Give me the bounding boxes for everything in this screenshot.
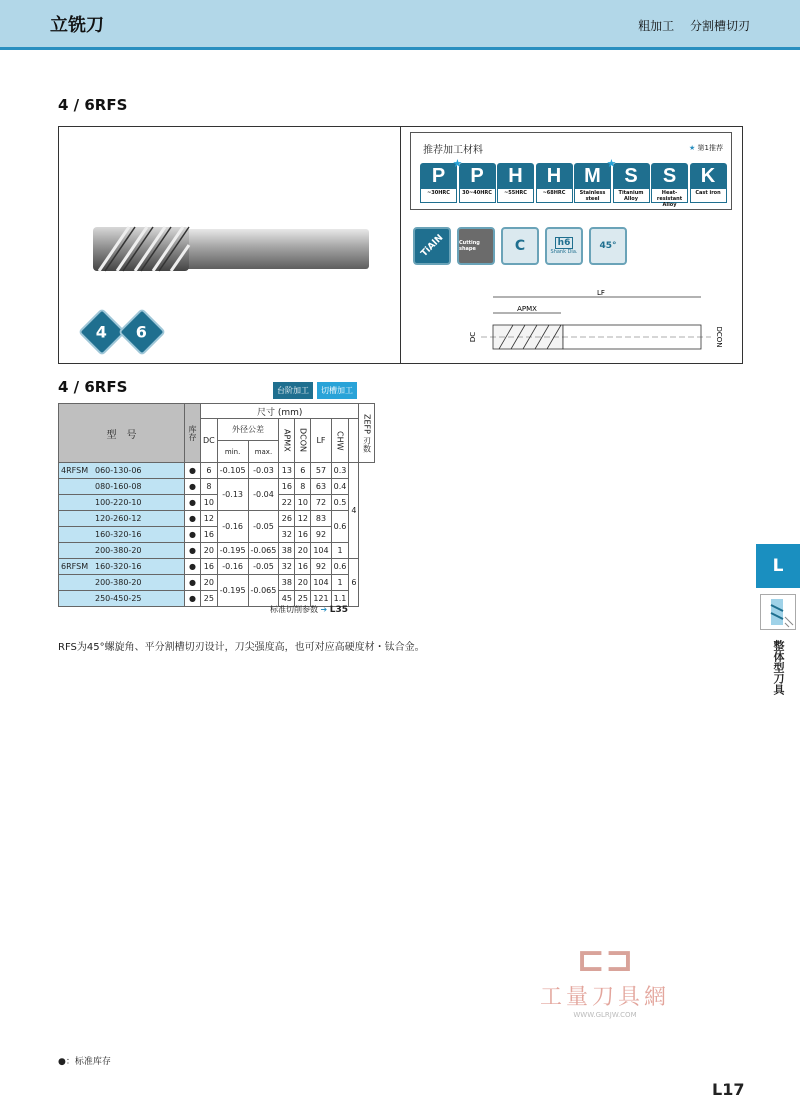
dc-cell: 12 bbox=[201, 511, 218, 527]
size-header: 尺寸 (mm) bbox=[201, 404, 359, 419]
table-row bbox=[59, 479, 375, 495]
star-icon: ★ bbox=[689, 144, 696, 152]
recommend-legend bbox=[689, 143, 723, 153]
lf-cell: 83 bbox=[311, 511, 331, 527]
tol-max-cell: -0.05 bbox=[248, 559, 279, 575]
zefp-cell: 4 bbox=[349, 463, 359, 559]
section-title: 4 / 6RFS bbox=[58, 96, 128, 114]
material-sub: Stainless steel bbox=[574, 189, 611, 203]
tolerance-header: 外径公差 bbox=[217, 419, 279, 441]
model-cell bbox=[59, 591, 185, 607]
lf-header: LF bbox=[311, 419, 331, 463]
table-row bbox=[59, 559, 375, 575]
lf-cell: 92 bbox=[311, 559, 331, 575]
lf-label: LF bbox=[597, 289, 605, 297]
dc-cell: 16 bbox=[201, 527, 218, 543]
arrow-icon: ➔ bbox=[320, 605, 328, 614]
header-categories bbox=[626, 17, 750, 34]
cutting-shape-icon bbox=[457, 227, 495, 265]
material-sub: Cast iron bbox=[690, 189, 727, 203]
stock-cell: ● bbox=[185, 559, 201, 575]
model-header: 型 号 bbox=[59, 404, 185, 463]
apmx-cell: 16 bbox=[279, 479, 295, 495]
tol-min-cell: -0.105 bbox=[217, 463, 248, 479]
description: RFS为45°螺旋角、平分割槽切刃设计，刀尖强度高，也可对应高硬度材・钛合金。 bbox=[58, 642, 425, 653]
material-sub: ~68HRC bbox=[536, 189, 573, 203]
material-item bbox=[420, 163, 457, 203]
model-code: 080-160-08 bbox=[95, 482, 142, 491]
dcon-cell: 10 bbox=[295, 495, 311, 511]
zefp-header bbox=[359, 404, 375, 463]
lf-cell: 92 bbox=[311, 527, 331, 543]
page-number: L17 bbox=[712, 1080, 745, 1099]
dc-cell: 16 bbox=[201, 559, 218, 575]
stock-cell: ● bbox=[185, 495, 201, 511]
recommend-star-icon: ★ bbox=[606, 157, 617, 170]
model-code: 200-380-20 bbox=[95, 546, 142, 555]
tol-min-cell: -0.13 bbox=[217, 479, 248, 511]
model-code: 120-260-12 bbox=[95, 514, 142, 523]
chw-cell: 0.6 bbox=[331, 511, 349, 543]
chw-cell: 1.1 bbox=[331, 591, 349, 607]
chw-cell: 0.5 bbox=[331, 495, 349, 511]
coating-label: TiAlN bbox=[418, 232, 446, 260]
dcon-cell: 6 bbox=[295, 463, 311, 479]
table-row bbox=[59, 543, 375, 559]
material-letter: H bbox=[536, 163, 573, 189]
side-tab[interactable]: L bbox=[756, 544, 800, 588]
material-letter: H bbox=[497, 163, 534, 189]
model-cell bbox=[59, 495, 185, 511]
solid-tool-icon bbox=[760, 594, 796, 630]
dimension-drawing bbox=[461, 287, 731, 359]
spec-info-area bbox=[401, 127, 742, 363]
materials-title: 推荐加工材料 bbox=[423, 145, 483, 156]
dcon-header: DCON bbox=[295, 419, 311, 463]
dc-cell: 20 bbox=[201, 575, 218, 591]
model-code: 100-220-10 bbox=[95, 498, 142, 507]
material-letter: K bbox=[690, 163, 727, 189]
material-sub: ~55HRC bbox=[497, 189, 534, 203]
dcon-cell: 16 bbox=[295, 559, 311, 575]
recommend-label: 第1推荐 bbox=[697, 144, 723, 152]
material-item bbox=[606, 157, 650, 203]
dcon-cell: 8 bbox=[295, 479, 311, 495]
corner-label: C bbox=[514, 238, 526, 254]
model-cell bbox=[59, 511, 185, 527]
dcon-cell: 25 bbox=[295, 591, 311, 607]
apmx-cell: 32 bbox=[279, 527, 295, 543]
max-header: max. bbox=[248, 441, 279, 463]
dc-header: DC bbox=[201, 419, 218, 463]
page-header bbox=[0, 0, 800, 50]
model-cell bbox=[59, 527, 185, 543]
material-item bbox=[536, 163, 573, 203]
material-item bbox=[690, 163, 727, 203]
apmx-cell: 32 bbox=[279, 559, 295, 575]
watermark-logo: ⊏⊐ bbox=[576, 940, 634, 980]
material-letter: P bbox=[420, 163, 457, 189]
model-cell bbox=[59, 543, 185, 559]
tol-max-cell: -0.03 bbox=[248, 463, 279, 479]
dcon-cell: 16 bbox=[295, 527, 311, 543]
stock-cell: ● bbox=[185, 479, 201, 495]
material-item bbox=[497, 163, 534, 203]
helix-angle-icon bbox=[589, 227, 627, 265]
flute-count-label: 6 bbox=[136, 322, 148, 342]
dc-cell: 6 bbox=[201, 463, 218, 479]
apmx-cell: 38 bbox=[279, 575, 295, 591]
watermark bbox=[530, 940, 680, 1019]
flute-count-label: 4 bbox=[96, 322, 108, 342]
series-cell: 6RFSM bbox=[61, 562, 89, 571]
dc-cell: 25 bbox=[201, 591, 218, 607]
chw-cell: 0.3 bbox=[331, 463, 349, 479]
min-header: min. bbox=[217, 441, 248, 463]
apmx-label: APMX bbox=[517, 305, 537, 313]
tol-min-cell: -0.195 bbox=[217, 543, 248, 559]
dcon-label: DCON bbox=[715, 326, 723, 348]
lf-cell: 63 bbox=[311, 479, 331, 495]
model-code: 200-380-20 bbox=[95, 578, 142, 587]
table-row bbox=[59, 575, 375, 591]
series-cell: 4RFSM bbox=[61, 466, 89, 475]
dc-cell: 20 bbox=[201, 543, 218, 559]
material-sub: 30~40HRC bbox=[459, 189, 496, 203]
watermark-name: 工量刀具網 bbox=[539, 985, 670, 1010]
tol-max-cell: -0.05 bbox=[248, 511, 279, 543]
stock-cell: ● bbox=[185, 463, 201, 479]
apmx-cell: 26 bbox=[279, 511, 295, 527]
header-category: 粗加工 bbox=[638, 19, 675, 33]
lf-cell: 72 bbox=[311, 495, 331, 511]
material-item bbox=[452, 157, 496, 203]
stock-cell: ● bbox=[185, 575, 201, 591]
watermark-url: WWW.GLRJW.COM bbox=[573, 1011, 637, 1019]
table-row bbox=[59, 511, 375, 527]
material-list bbox=[420, 157, 728, 208]
model-cell bbox=[59, 479, 185, 495]
recommend-star-icon: ★ bbox=[452, 157, 463, 170]
material-letter: S bbox=[651, 163, 688, 189]
stock-cell: ● bbox=[185, 511, 201, 527]
model-code: 060-130-06 bbox=[95, 466, 142, 475]
product-image-area bbox=[59, 127, 401, 363]
spec-table bbox=[58, 403, 375, 607]
tol-max-cell: -0.065 bbox=[248, 575, 279, 607]
dc-cell: 10 bbox=[201, 495, 218, 511]
ref-page: L35 bbox=[329, 605, 349, 615]
apmx-cell: 13 bbox=[279, 463, 295, 479]
model-cell bbox=[59, 463, 185, 479]
model-cell bbox=[59, 575, 185, 591]
model-code: 250-450-25 bbox=[95, 594, 142, 603]
header-category: 分割槽切刃 bbox=[689, 19, 750, 33]
table-row bbox=[59, 463, 375, 479]
apmx-cell: 45 bbox=[279, 591, 295, 607]
stock-cell: ● bbox=[185, 591, 201, 607]
material-letter: S bbox=[613, 163, 650, 189]
stock-header: 库存 bbox=[185, 404, 201, 463]
zefp-cell: 6 bbox=[349, 559, 359, 607]
material-letter: M bbox=[574, 163, 611, 189]
tol-max-cell: -0.04 bbox=[248, 479, 279, 511]
cutting-shape-label: Cutting shape bbox=[459, 240, 480, 252]
table-title: 4 / 6RFS bbox=[58, 378, 128, 396]
cutting-ref[interactable] bbox=[270, 604, 348, 615]
apmx-header: APMX bbox=[279, 419, 295, 463]
table-row bbox=[59, 527, 375, 543]
corner-icon bbox=[501, 227, 539, 265]
materials-box bbox=[410, 132, 732, 210]
shoulder-tag: 台阶加工 bbox=[273, 382, 313, 399]
stock-cell: ● bbox=[185, 527, 201, 543]
flutes-label: 刃数 bbox=[362, 436, 372, 453]
lf-cell: 57 bbox=[311, 463, 331, 479]
chw-cell: 1 bbox=[331, 543, 349, 559]
material-item bbox=[574, 163, 611, 203]
material-letter: P bbox=[459, 163, 496, 189]
model-cell bbox=[59, 559, 185, 575]
material-sub: Heat-resistant Alloy bbox=[651, 189, 688, 203]
tol-min-cell: -0.16 bbox=[217, 559, 248, 575]
material-sub: ~30HRC bbox=[420, 189, 457, 203]
chw-cell: 0.6 bbox=[331, 559, 349, 575]
dcon-cell: 12 bbox=[295, 511, 311, 527]
header-title: 立铣刀 bbox=[50, 15, 104, 36]
helix-angle-label: 45° bbox=[599, 241, 617, 251]
application-tags bbox=[269, 382, 357, 399]
chw-cell: 0.4 bbox=[331, 479, 349, 495]
chw-header: CHW bbox=[331, 419, 349, 463]
lf-cell: 121 bbox=[311, 591, 331, 607]
coating-icon bbox=[413, 227, 451, 265]
dc-cell: 8 bbox=[201, 479, 218, 495]
zefp-label: ZEFP bbox=[362, 413, 372, 434]
feature-icons bbox=[413, 227, 633, 265]
side-tab-label: 整体型刀具 bbox=[772, 640, 785, 695]
apmx-cell: 38 bbox=[279, 543, 295, 559]
lf-cell: 104 bbox=[311, 575, 331, 591]
product-panel bbox=[58, 126, 743, 364]
dcon-cell: 20 bbox=[295, 543, 311, 559]
material-item bbox=[651, 163, 688, 208]
model-code: 160-320-16 bbox=[95, 530, 142, 539]
chw-cell: 1 bbox=[331, 575, 349, 591]
apmx-cell: 22 bbox=[279, 495, 295, 511]
dc-label: DC bbox=[469, 331, 477, 343]
ref-label: 标准切削参数 bbox=[270, 605, 318, 614]
shank-tolerance-icon bbox=[545, 227, 583, 265]
tol-min-cell: -0.195 bbox=[217, 575, 248, 607]
material-sub: Titanium Alloy bbox=[613, 189, 650, 203]
model-code: 160-320-16 bbox=[95, 562, 142, 571]
slot-tag: 切槽加工 bbox=[317, 382, 357, 399]
shank-tolerance-label: h6 bbox=[555, 237, 574, 249]
shank-sub-label: Shank Dia. bbox=[550, 249, 578, 255]
table-row bbox=[59, 495, 375, 511]
tol-max-cell: -0.065 bbox=[248, 543, 279, 559]
stock-cell: ● bbox=[185, 543, 201, 559]
tol-min-cell: -0.16 bbox=[217, 511, 248, 543]
lf-cell: 104 bbox=[311, 543, 331, 559]
dcon-cell: 20 bbox=[295, 575, 311, 591]
stock-note: ●：标准库存 bbox=[58, 1057, 111, 1067]
